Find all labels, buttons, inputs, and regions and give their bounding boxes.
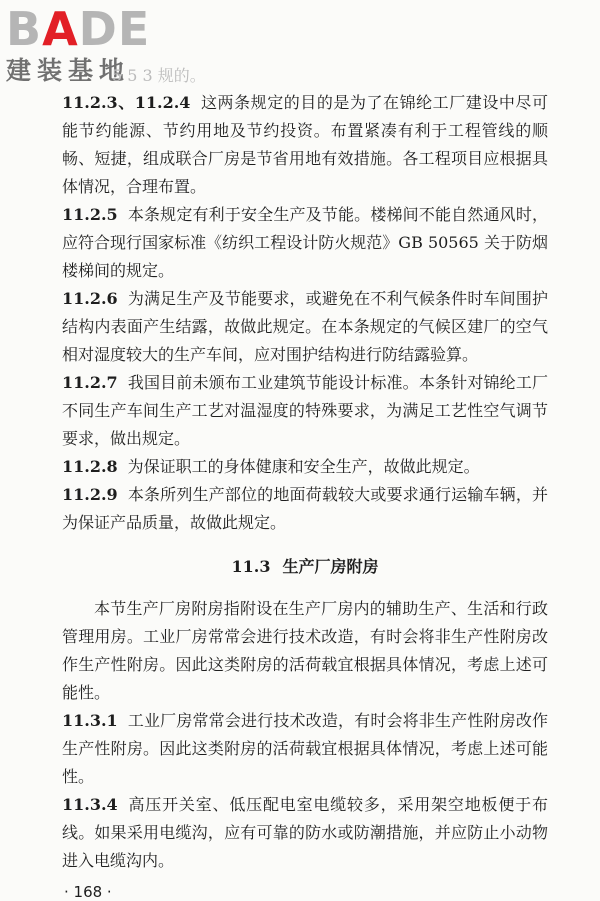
section-intro: 本节生产厂房附房指附设在生产厂房内的辅助生产、生活和行政管理用房。工业厂房常常会进行技术改造，有时会将非生产性附房改作生产性附房。因此这类附房的活荷载宜根据具体情况，考虑上述可能性。: [62, 599, 548, 702]
logo-chinese-text: 建装基地: [6, 56, 131, 85]
carryover-text: 5 5 3 规的。: [112, 66, 206, 85]
clause-11-2-8: 11.2.8 为保证职工的身体健康和安全生产，故做此规定。: [62, 457, 480, 476]
logo-brand: BADE: [6, 2, 151, 56]
clause-11-2-5: 11.2.5 本条规定有利于安全生产及节能。楼梯间不能自然通风时，应符合现行国家标准《纺织工程设计防火规范》GB 50565 关于防烟楼梯间的规定。: [62, 205, 548, 280]
clause-11-3-4: 11.3.4 高压开关室、低压配电室电缆较多，采用架空地板便于布线。如果采用电缆沟，应有可靠的防水或防潮措施，并应防止小动物进入电缆沟内。: [62, 795, 548, 870]
clause-11-3-1: 11.3.1 工业厂房常常会进行技术改造，有时会将非生产性附房改作生产性附房。因此这类附房的活荷载宜根据具体情况，考虑上述可能性。: [62, 711, 548, 786]
document-page: [62, 62, 548, 901]
clause-11-2-6: 11.2.6 为满足生产及节能要求，或避免在不利气候条件时车间围护结构内表面产生结露，故做此规定。在本条规定的气候区建厂的空气相对湿度较大的生产车间，应对围护结构进行防结露验算。: [62, 289, 548, 364]
clause-11-2-7: 11.2.7 我国目前未颁布工业建筑节能设计标准。本条针对锦纶工厂不同生产车间生产工艺对温湿度的特殊要求，为满足工艺性空气调节要求，做出规定。: [62, 373, 548, 448]
section-heading: 11.3 生产厂房附房: [231, 557, 379, 576]
clause-11-2-3: 11.2.3、11.2.4 这两条规定的目的是为了在锦纶工厂建设中尽可能节约能源、节约用地及节约投资。布置紧凑有利于工程管线的顺畅、短捷，组成联合厂房是节省用地有效措施。各工程项目应根据具体情况，合理布置。: [62, 93, 548, 196]
page-number: · 168 ·: [64, 883, 112, 901]
clause-11-2-9: 11.2.9 本条所列生产部位的地面荷载较大或要求通行运输车辆，并为保证产品质量，故做此规定。: [62, 485, 548, 532]
